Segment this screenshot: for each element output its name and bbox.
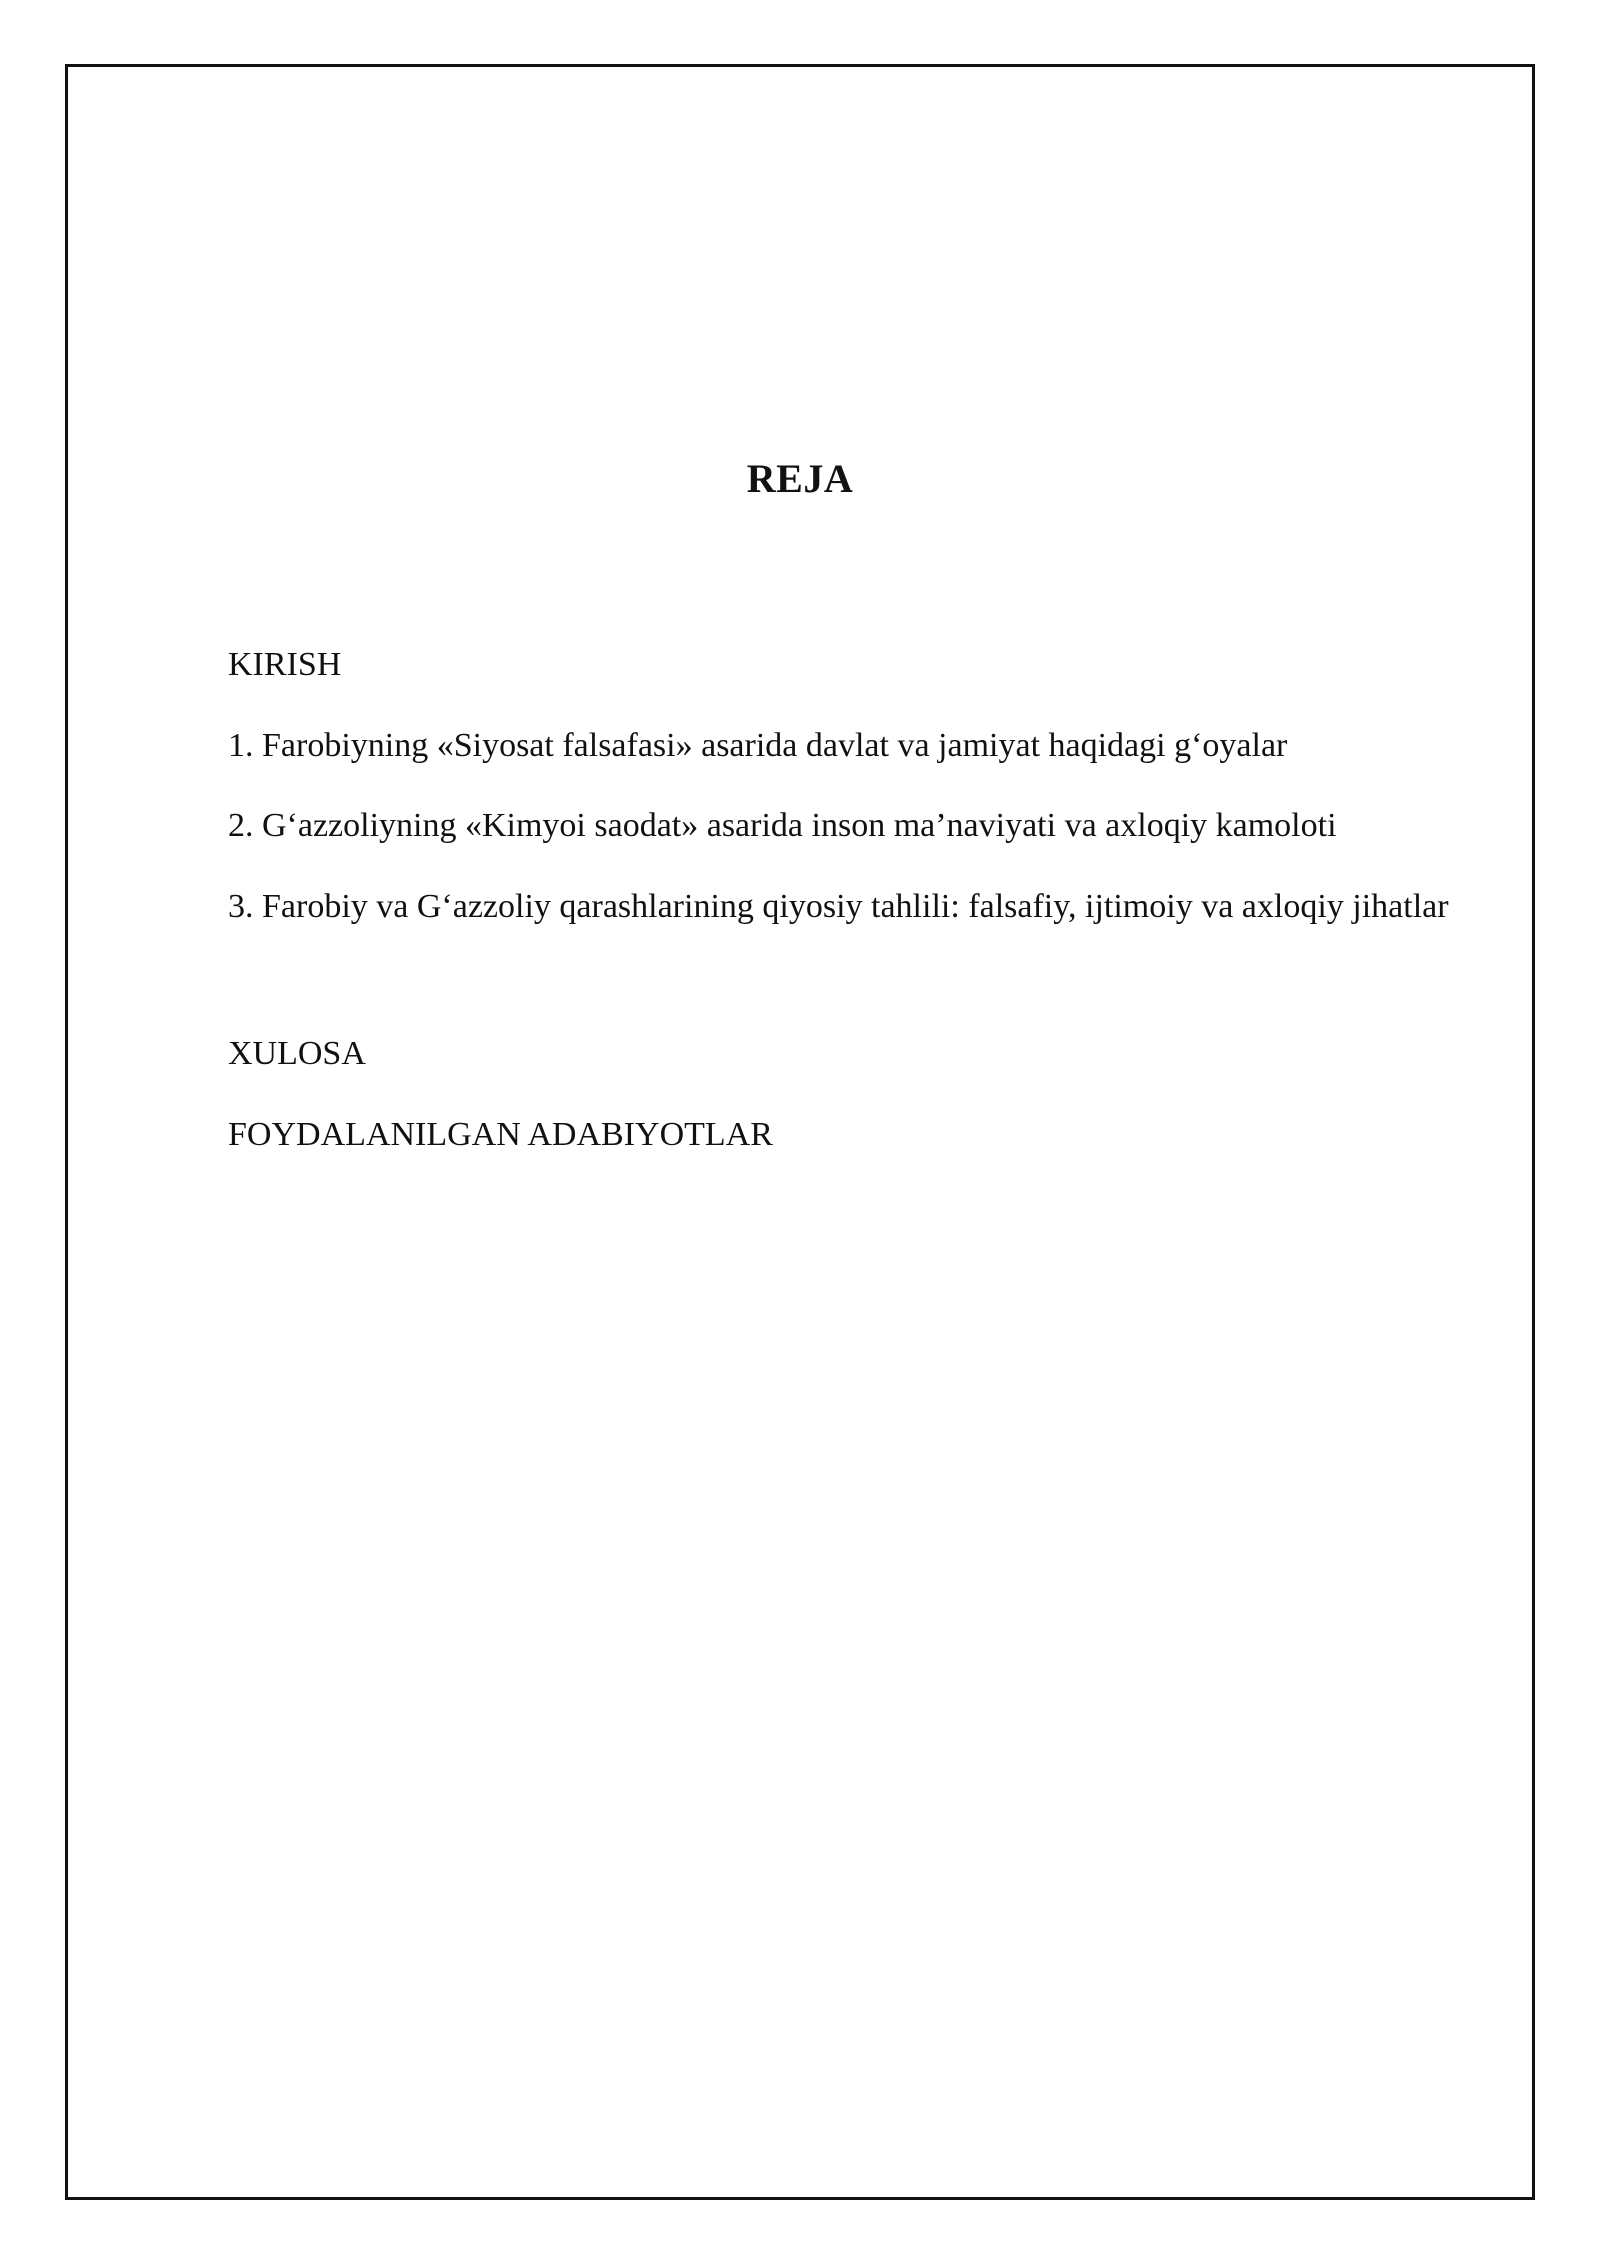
page-title: REJA	[746, 456, 854, 501]
plan-item-2: 2. G‘azzoliyning «Kimyoi saodat» asarida inson ma’naviyati va axloqiy kamoloti	[228, 807, 1337, 844]
plan-item-introduction: KIRISH	[228, 646, 342, 683]
plan-item-conclusion: XULOSA	[228, 1035, 366, 1072]
plan-item-3: 3. Farobiy va G‘azzoliy qarashlarining qiyosiy tahlili: falsafiy, ijtimoiy va axloqiy jihatlar	[228, 888, 1449, 925]
plan-item-1: 1. Farobiyning «Siyosat falsafasi» asarida davlat va jamiyat haqidagi g‘oyalar	[228, 727, 1288, 764]
plan-item-references: FOYDALANILGAN ADABIYOTLAR	[228, 1116, 773, 1153]
